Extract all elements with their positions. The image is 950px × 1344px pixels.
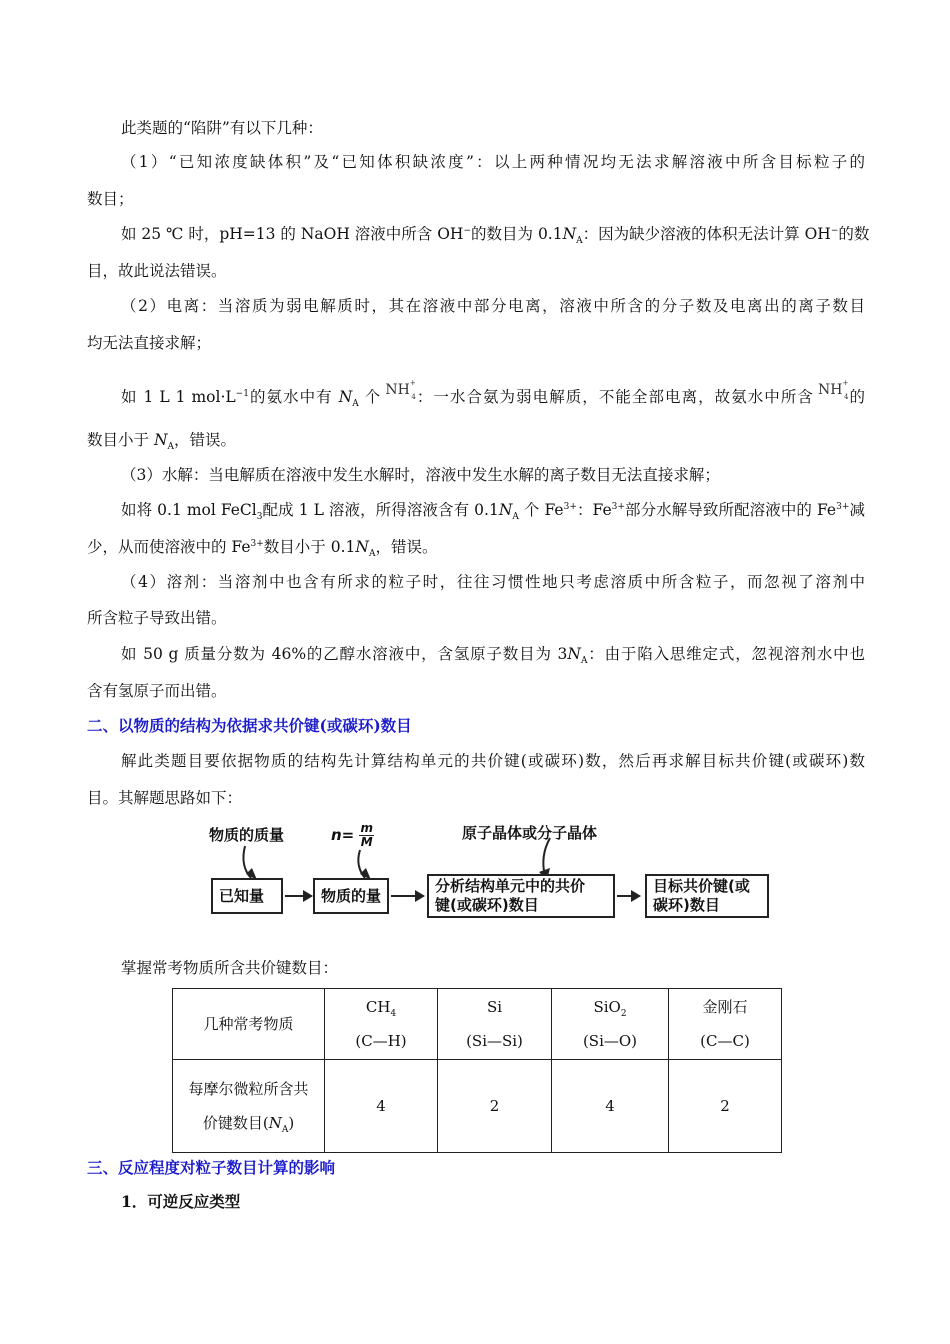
section2-paragraph-line1: 解此类题目要依据物质的结构先计算结构单元的共价键(或碳环)数，然后再求解目标共价键(或碳环)数 <box>121 752 865 770</box>
value-cell-sio2: 4 <box>552 1060 669 1153</box>
intro-paragraph: 此类题的“陷阱”有以下几种： <box>121 119 323 137</box>
section3-heading: 三、反应程度对粒子数目计算的影响 <box>87 1158 336 1177</box>
box-analyze-structure: 分析结构单元中的共价 键(或碳环)数目 <box>427 874 615 918</box>
example3-line1: 如将 0.1 mol FeCl$_3$配成 1 L 溶液，所得溶液含有 $0.1N_A$ 个 $Fe^{3+}$：$Fe^{3+}$部分水解导致所配溶液中的 $Fe^{3+}$减 <box>121 501 865 523</box>
ammonium-formula: NH + 4 <box>385 379 416 401</box>
item1-line2: 数目； <box>87 190 134 208</box>
value-cell-si: 2 <box>438 1060 552 1153</box>
label-crystal: 原子晶体或分子晶体 <box>462 824 598 842</box>
example2-line2: 数目小于 $N_A$，错误。 <box>87 431 237 453</box>
example2-line1: 如 1 L 1 $mol\cdot L^{-1}$的氨水中有 $N_A$ 个 NH + 4 ：一水合氨为弱电解质，不能全部电离，故氨水中所含 NH + 4 的 <box>121 379 865 410</box>
item4-line2: 所含粒子导致出错。 <box>87 609 227 627</box>
arrow-1 <box>285 895 311 897</box>
label-mass: 物质的质量 <box>209 826 285 844</box>
item3-line1: （3）水解：当电解质在溶液中发生水解时，溶液中发生水解的离子数目无法直接求解； <box>121 466 720 484</box>
header-cell-diamond: 金刚石 (C—C) <box>669 989 782 1060</box>
example4-line2: 含有氢原子而出错。 <box>87 682 227 700</box>
example1-line2: 目，故此说法错误。 <box>87 262 227 280</box>
arrow-2 <box>391 895 423 897</box>
item4-line1: （4）溶剂：当溶剂中也含有所求的粒子时，往往习惯性地只考虑溶质中所含粒子，而忽视了溶剂中 <box>121 573 865 591</box>
item2-line2: 均无法直接求解； <box>87 334 212 352</box>
section2-heading: 二、以物质的结构为依据求共价键(或碳环)数目 <box>87 716 412 735</box>
example1-line1: 如 25 ℃ 时，pH=13 的 NaOH 溶液中所含 OH−的数目为 $0.1N_A$：因为缺少溶液的体积无法计算 OH−的数 <box>121 225 870 247</box>
table-value-row <box>173 1060 782 1153</box>
table-intro: 掌握常考物质所含共价键数目： <box>121 959 339 977</box>
row-label-cell: 每摩尔微粒所含共 价键数目$(N_A)$ <box>173 1060 325 1153</box>
value-cell-ch4: 4 <box>325 1060 438 1153</box>
example4-line1: 如 50 g 质量分数为 46%的乙醇水溶液中，含氢原子数目为 $3N_A$：由于陷入思维定式，忽视溶剂水中也 <box>121 645 865 667</box>
item2-line1: （2）电离：当溶质为弱电解质时，其在溶液中部分电离，溶液中所含的分子数及电离出的离子数目 <box>121 297 865 315</box>
item1-line1: （1）“已知浓度缺体积”及“已知体积缺浓度”：以上两种情况均无法求解溶液中所含目标粒子的 <box>121 153 865 171</box>
ammonium-formula: NH + 4 <box>817 379 849 401</box>
arrow-3 <box>617 895 639 897</box>
covalent-bond-table <box>172 988 782 1153</box>
box-amount-of-substance: 物质的量 <box>313 878 389 914</box>
section3-subheading-1: 1．可逆反应类型 <box>121 1192 241 1211</box>
example3-line2: 少，从而使溶液中的 $Fe^{3+}$数目小于 $0.1N_A$，错误。 <box>87 538 438 560</box>
header-label-cell: 几种常考物质 <box>173 989 325 1060</box>
box-target-bonds: 目标共价键(或 碳环)数目 <box>645 874 769 918</box>
header-cell-ch4: $CH_4$ (C—H) <box>325 989 438 1060</box>
label-formula: n= $\frac{m}{M}$ <box>331 821 373 849</box>
table-header-row <box>173 989 782 1060</box>
header-cell-sio2: SiO$_2$ (Si—O) <box>552 989 669 1060</box>
solution-flow-diagram <box>205 818 780 928</box>
section2-paragraph-line2: 目。其解题思路如下： <box>87 789 243 807</box>
value-cell-diamond: 2 <box>669 1060 782 1153</box>
box-known-quantity: 已知量 <box>211 878 283 914</box>
header-cell-si: Si (Si—Si) <box>438 989 552 1060</box>
